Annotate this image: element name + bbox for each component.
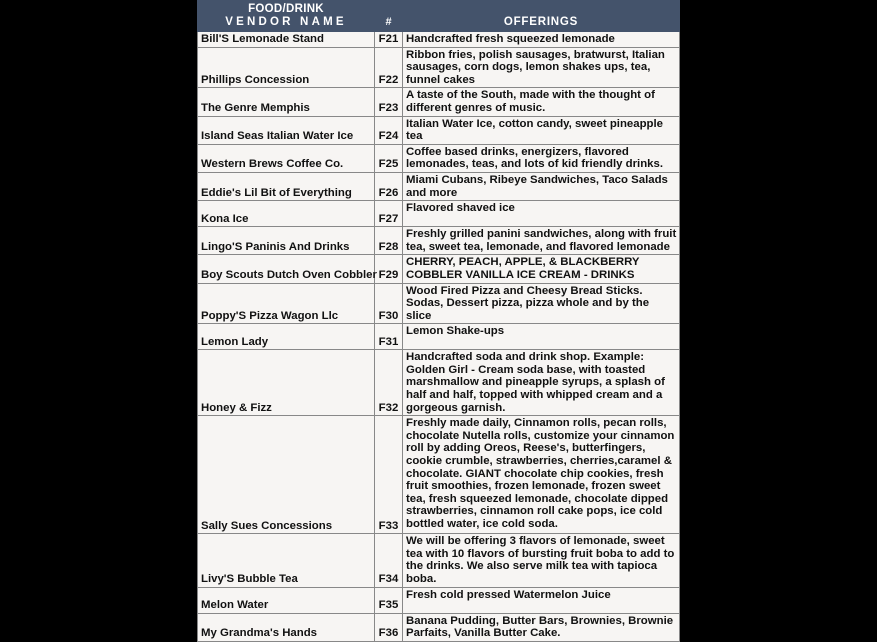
cell-offerings: A taste of the South, made with the thought of different genres of music. <box>403 88 680 116</box>
cell-offerings: Handcrafted fresh squeezed lemonade <box>403 32 680 48</box>
table-row <box>198 201 680 227</box>
table-row <box>198 172 680 200</box>
cell-vendor-name: Bill'S Lemonade Stand <box>198 32 375 48</box>
table-header <box>198 1 680 32</box>
cell-vendor-number: F21 <box>375 32 403 48</box>
cell-offerings: CHERRY, PEACH, APPLE, & BLACKBERRY COBBLER VANILLA ICE CREAM - DRINKS <box>403 255 680 283</box>
cell-vendor-number: F24 <box>375 116 403 144</box>
cell-offerings: Coffee based drinks, energizers, flavored lemonades, teas, and lots of kid friendly drinks. <box>403 144 680 172</box>
column-header-offerings-label: OFFERINGS <box>503 16 579 28</box>
cell-offerings: Lemon Shake-ups <box>403 324 680 350</box>
cell-vendor-number: F36 <box>375 613 403 641</box>
cell-offerings: Fresh cold pressed Watermelon Juice <box>403 587 680 613</box>
table-row <box>198 144 680 172</box>
table-row <box>198 88 680 116</box>
cell-vendor-name: Honey & Fizz <box>198 350 375 416</box>
cell-vendor-number: F29 <box>375 255 403 283</box>
cell-vendor-number: F32 <box>375 350 403 416</box>
cell-offerings: Freshly made daily, Cinnamon rolls, pecan rolls, chocolate Nutella rolls, customize your cinnamon roll by adding Oreos, Reese's, butterfingers, cookie crumble, strawberries, cherries,caramel & chocolate. GIANT chocolate chip cookies, fresh fruit smoothies, frozen lemonade, frozen sweet tea, fresh squeezed lemonade, chocolate dipped strawberries, cinnamon roll cake pops, ice cold bottled water, ice cold soda. <box>403 416 680 534</box>
cell-vendor-number: F34 <box>375 534 403 587</box>
cell-vendor-number: F33 <box>375 416 403 534</box>
table-row <box>198 587 680 613</box>
cell-vendor-name: Lingo'S Paninis And Drinks <box>198 227 375 255</box>
cell-vendor-number: F27 <box>375 201 403 227</box>
table-row <box>198 227 680 255</box>
cell-offerings: Miami Cubans, Ribeye Sandwiches, Taco Salads and more <box>403 172 680 200</box>
cell-vendor-name: Eddie's Lil Bit of Everything <box>198 172 375 200</box>
table-row <box>198 613 680 641</box>
cell-vendor-name: Melon Water <box>198 587 375 613</box>
column-header-number-label: # <box>385 16 392 28</box>
food-drink-vendor-table <box>197 0 680 642</box>
table-row <box>198 116 680 144</box>
cell-vendor-number: F35 <box>375 587 403 613</box>
column-header-vendor-name <box>198 1 375 32</box>
cell-vendor-name: Island Seas Italian Water Ice <box>198 116 375 144</box>
table-row <box>198 283 680 324</box>
cell-vendor-number: F31 <box>375 324 403 350</box>
column-header-number <box>375 1 403 32</box>
table-row <box>198 255 680 283</box>
cell-vendor-name: Lemon Lady <box>198 324 375 350</box>
table-row <box>198 416 680 534</box>
cell-vendor-name: Livy'S Bubble Tea <box>198 534 375 587</box>
column-header-vendor-name-line2: VENDOR NAME <box>225 16 347 28</box>
cell-offerings: Handcrafted soda and drink shop. Example: Golden Girl - Cream soda base, with toasted marshmallow and pineapple syrups, a splash of half and half, topped with whipped cream and a gorgeous garnish. <box>403 350 680 416</box>
cell-vendor-name: Boy Scouts Dutch Oven Cobbler <box>198 255 375 283</box>
cell-vendor-number: F26 <box>375 172 403 200</box>
table-body <box>198 32 680 642</box>
cell-offerings: We will be offering 3 flavors of lemonade, sweet tea with 10 flavors of bursting fruit boba to add to the drinks. We also serve milk tea with tapioca boba. <box>403 534 680 587</box>
cell-vendor-name: Western Brews Coffee Co. <box>198 144 375 172</box>
cell-vendor-number: F25 <box>375 144 403 172</box>
column-header-offerings <box>403 1 680 32</box>
cell-vendor-name: Poppy'S Pizza Wagon Llc <box>198 283 375 324</box>
cell-offerings: Flavored shaved ice <box>403 201 680 227</box>
table-row <box>198 47 680 88</box>
cell-vendor-number: F30 <box>375 283 403 324</box>
table-row <box>198 534 680 587</box>
cell-vendor-number: F23 <box>375 88 403 116</box>
cell-offerings: Wood Fired Pizza and Cheesy Bread Sticks. Sodas, Dessert pizza, pizza whole and by the slice <box>403 283 680 324</box>
cell-vendor-number: F28 <box>375 227 403 255</box>
cell-vendor-name: My Grandma's Hands <box>198 613 375 641</box>
cell-offerings: Italian Water Ice, cotton candy, sweet pineapple tea <box>403 116 680 144</box>
cell-vendor-name: Kona Ice <box>198 201 375 227</box>
cell-offerings: Freshly grilled panini sandwiches, along with fruit tea, sweet tea, lemonade, and flavored lemonade <box>403 227 680 255</box>
cell-vendor-name: The Genre Memphis <box>198 88 375 116</box>
cell-vendor-name: Sally Sues Concessions <box>198 416 375 534</box>
table-row <box>198 324 680 350</box>
cell-offerings: Banana Pudding, Butter Bars, Brownies, Brownie Parfaits, Vanilla Butter Cake. <box>403 613 680 641</box>
cell-offerings: Ribbon fries, polish sausages, bratwurst, Italian sausages, corn dogs, lemon shakes ups, tea, funnel cakes <box>403 47 680 88</box>
table-row <box>198 32 680 48</box>
table-row <box>198 350 680 416</box>
table-header-row <box>198 1 680 32</box>
column-header-vendor-name-line1: FOOD/DRINK <box>248 3 324 15</box>
cell-vendor-name: Phillips Concession <box>198 47 375 88</box>
cell-vendor-number: F22 <box>375 47 403 88</box>
vendor-table-container <box>197 0 679 640</box>
